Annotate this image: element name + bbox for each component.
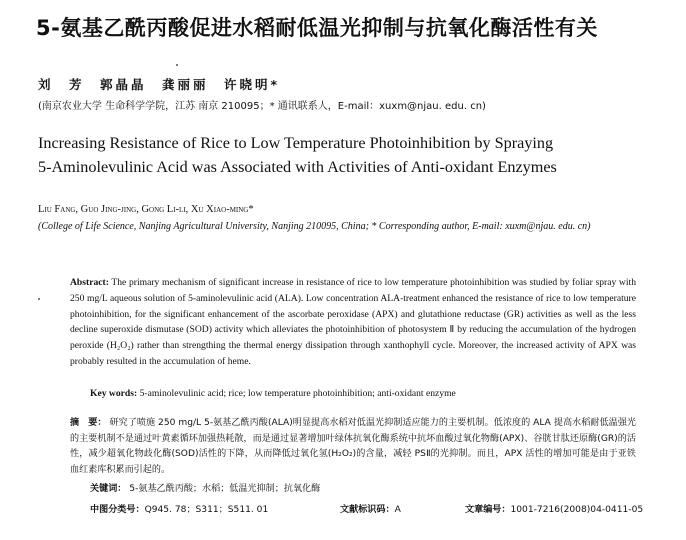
scan-speck <box>176 64 178 66</box>
document-code-value: A <box>394 505 401 515</box>
abstract-text: The primary mechanism of significant increase in resistance of rice to low temperature photoinhibition was studied by foliar spray with 250 mg/L aqueous solution of 5-aminolevulinic acid (ALA). Low concentration ALA-treatment enhanced the resistance of rice to low temperature photoinhibition, for the significant enhancement of the ascorbate peroxidase (APX) and glutathione reductase (GR) activities as well as the less decline superoxide dismutase (SOD) activity which alleviates the photoinhibition of photosystem Ⅱ by reducing the accumulation of the hydrogen peroxide (H₂O₂) rather than strengthing the thermal energy dissipation through xanthophyll cycle. Moreover, the increased activity of APX was probably resulted in the accumulation of heme. <box>70 277 636 367</box>
scan-speck <box>38 298 40 300</box>
chinese-title: 5-氨基乙酰丙酸促进水稻耐低温光抑制与抗氧化酶活性有关 <box>36 16 598 40</box>
document-code <box>340 502 401 515</box>
clc-value: Q945. 78；S311；S511. 01 <box>144 505 269 515</box>
classification-row <box>90 502 650 516</box>
document-code-label: 文献标识码： <box>340 505 395 515</box>
english-abstract <box>70 275 636 370</box>
chinese-keywords-text: 5-氨基乙酰丙酸；水稻；低温光抑制；抗氧化酶 <box>129 484 321 494</box>
english-title <box>38 131 678 179</box>
chinese-affiliation: (南京农业大学 生命科学学院，江苏 南京 210095；* 通讯联系人，E-mail：xuxm@njau. edu. cn) <box>38 101 486 112</box>
english-keywords <box>90 388 456 399</box>
chinese-abstract-label: 摘 要： <box>70 418 107 428</box>
chinese-abstract <box>70 416 636 478</box>
chinese-keywords <box>90 481 320 494</box>
english-title-line-1: Increasing Resistance of Rice to Low Temperature Photoinhibition by Spraying <box>38 134 554 152</box>
article-number <box>465 502 643 515</box>
english-title-line-2: 5-Aminolevulinic Acid was Associated with Activities of Anti-oxidant Enzymes <box>38 158 557 176</box>
article-number-label: 文章编号： <box>465 505 511 515</box>
article-number-value: 1001-7216(2008)04-0411-05 <box>510 505 644 515</box>
chinese-abstract-text: 研究了喷施 250 mg/L 5-氨基乙酰丙酸(ALA)明显提高水稻对低温光抑制适应能力的主要机制。低浓度的 ALA 提高水稻耐低温强光的主要机制不是通过叶黄素循环加强热耗散，而是通过显著增加叶绿体抗氧化酶系统中抗坏血酸过氧化物酶(APX)、谷胱甘肽还原酶(GR)的活性，减少超氧化物歧化酶(SOD)活性的下降，从而降低过氧化氢(H₂O₂)的含量，减轻 PSⅡ的光抑制。而且，APX 活性的增加可能是由于亚铁血红素库积累而引起的。 <box>70 418 636 475</box>
chinese-keywords-label: 关键词： <box>90 484 127 494</box>
keywords-text: 5-aminolevulinic acid; rice; low temperature photoinhibition; anti-oxidant enzyme <box>139 388 456 399</box>
english-authors: Liu Fang, Guo Jing-jing, Gong Li-li, Xu Xiao-ming* <box>38 204 254 215</box>
abstract-label: Abstract: <box>70 277 109 288</box>
english-affiliation: (College of Life Science, Nanjing Agricultural University, Nanjing 210095, China; * Corresponding author, E-mail: xuxm@njau. edu. cn) <box>38 221 591 232</box>
clc-number <box>90 502 268 515</box>
chinese-authors: 刘 芳 郭晶晶 龚丽丽 许晓明* <box>38 77 281 92</box>
keywords-label: Key words: <box>90 388 138 399</box>
clc-label: 中图分类号： <box>90 505 145 515</box>
